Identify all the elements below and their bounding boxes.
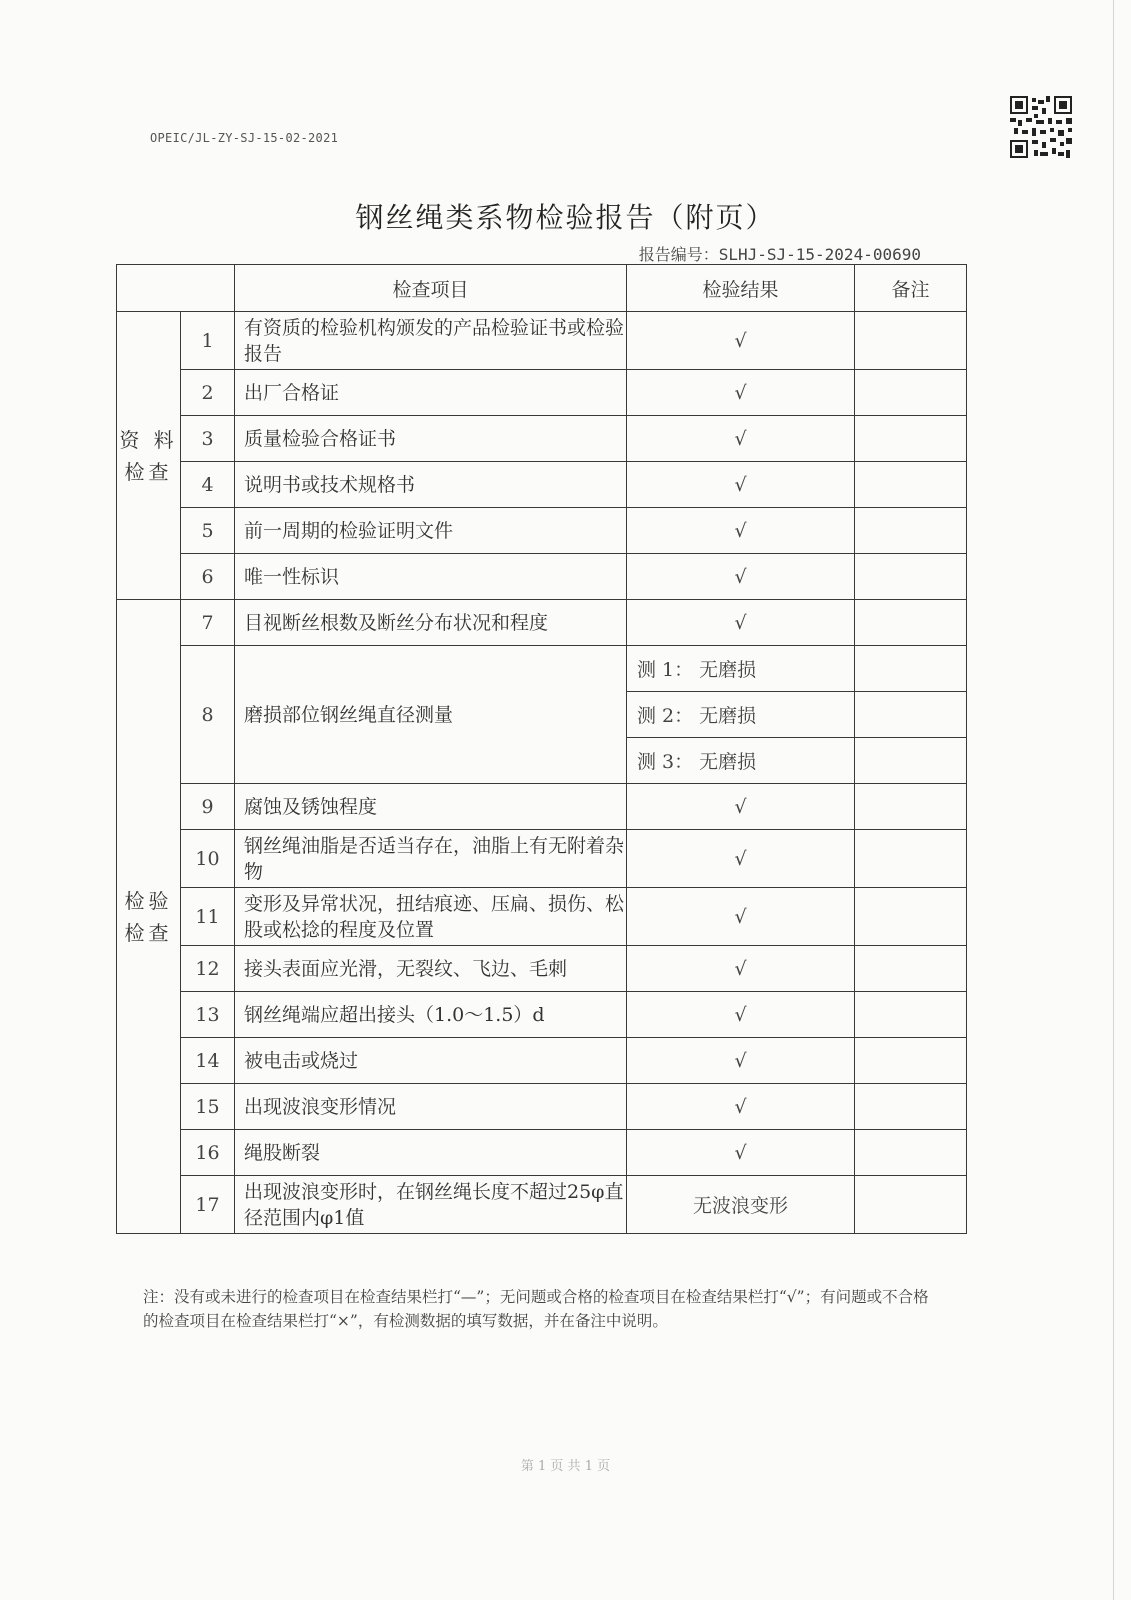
row-number: 11 [181, 888, 235, 946]
table-row [117, 992, 967, 1038]
row-result: √ [627, 1084, 855, 1130]
row-result: √ [627, 992, 855, 1038]
row-result: √ [627, 1038, 855, 1084]
row-item: 钢丝绳端应超出接头（1.0～1.5）d [235, 992, 627, 1038]
row-number: 17 [181, 1176, 235, 1234]
header-item: 检查项目 [235, 265, 627, 312]
table-row [117, 830, 967, 888]
row-number: 1 [181, 312, 235, 370]
row-result: √ [627, 416, 855, 462]
row-remark [855, 370, 967, 416]
row-result: √ [627, 508, 855, 554]
table-row [117, 1038, 967, 1084]
document-code: OPEIC/JL-ZY-SJ-15-02-2021 [150, 131, 339, 145]
row-remark [855, 646, 967, 692]
table-row [117, 462, 967, 508]
row-item: 腐蚀及锈蚀程度 [235, 784, 627, 830]
row-result-measure-3: 测 3： 无磨损 [627, 738, 855, 784]
row-item: 变形及异常状况，扭结痕迹、压扁、损伤、松股或松捻的程度及位置 [235, 888, 627, 946]
row-remark [855, 1176, 967, 1234]
table-row [117, 1176, 967, 1234]
report-number [639, 242, 921, 265]
row-item: 被电击或烧过 [235, 1038, 627, 1084]
row-item: 前一周期的检验证明文件 [235, 508, 627, 554]
report-number-label: 报告编号： [638, 245, 719, 264]
row-result-measure-2: 测 2： 无磨损 [627, 692, 855, 738]
row-number: 3 [181, 416, 235, 462]
row-remark [855, 600, 967, 646]
row-remark [855, 508, 967, 554]
row-result: √ [627, 784, 855, 830]
report-number-value: SLHJ-SJ-15-2024-00690 [718, 245, 921, 264]
row-result: √ [627, 600, 855, 646]
row-result-measure-1: 测 1： 无磨损 [627, 646, 855, 692]
row-item: 有资质的检验机构颁发的产品检验证书或检验报告 [235, 312, 627, 370]
row-result: √ [627, 946, 855, 992]
footnote: 注：没有或未进行的检查项目在检查结果栏打“—”；无问题或合格的检查项目在检查结果栏打“√”；有问题或不合格的检查项目在检查结果栏打“×”，有检测数据的填写数据，并在备注中说明。 [143, 1288, 929, 1330]
table-row [117, 600, 967, 646]
table-row [117, 1130, 967, 1176]
row-item: 钢丝绳油脂是否适当存在，油脂上有无附着杂物 [235, 830, 627, 888]
row-item: 出厂合格证 [235, 370, 627, 416]
row-number: 2 [181, 370, 235, 416]
row-remark [855, 738, 967, 784]
inspection-table [116, 264, 967, 1234]
row-item: 质量检验合格证书 [235, 416, 627, 462]
row-result: √ [627, 830, 855, 888]
row-remark [855, 1130, 967, 1176]
header-remark: 备注 [855, 265, 967, 312]
row-number: 5 [181, 508, 235, 554]
row-remark [855, 830, 967, 888]
row-remark [855, 784, 967, 830]
header-result: 检验结果 [627, 265, 855, 312]
qr-code-icon [1010, 96, 1072, 158]
row-item: 绳股断裂 [235, 1130, 627, 1176]
row-remark [855, 462, 967, 508]
row-item: 说明书或技术规格书 [235, 462, 627, 508]
table-row [117, 646, 967, 692]
row-remark [855, 312, 967, 370]
page-edge-line [1113, 0, 1114, 1600]
row-item: 出现波浪变形时，在钢丝绳长度不超过25φ直径范围内φ1值 [235, 1176, 627, 1234]
row-number: 7 [181, 600, 235, 646]
table-row [117, 1084, 967, 1130]
row-number: 16 [181, 1130, 235, 1176]
row-item: 出现波浪变形情况 [235, 1084, 627, 1130]
row-number: 13 [181, 992, 235, 1038]
row-number: 8 [181, 646, 235, 784]
row-remark [855, 554, 967, 600]
table-row [117, 312, 967, 370]
table-header-row [117, 265, 967, 312]
row-number: 15 [181, 1084, 235, 1130]
row-remark [855, 888, 967, 946]
table-row [117, 416, 967, 462]
row-number: 9 [181, 784, 235, 830]
table-row [117, 508, 967, 554]
row-result: 无波浪变形 [627, 1176, 855, 1234]
row-result: √ [627, 462, 855, 508]
page-title: 钢丝绳类系物检验报告（附页） [355, 201, 776, 234]
group-inspection-check: 检验 检查 [117, 600, 181, 1234]
row-remark [855, 416, 967, 462]
header-blank-cell [117, 265, 235, 312]
row-result: √ [627, 888, 855, 946]
row-result: √ [627, 554, 855, 600]
row-remark [855, 946, 967, 992]
row-number: 10 [181, 830, 235, 888]
row-number: 6 [181, 554, 235, 600]
row-result: √ [627, 370, 855, 416]
row-result: √ [627, 312, 855, 370]
row-number: 12 [181, 946, 235, 992]
row-item: 唯一性标识 [235, 554, 627, 600]
row-remark [855, 992, 967, 1038]
table-row [117, 946, 967, 992]
table-row [117, 888, 967, 946]
page-footer: 第 1 页 共 1 页 [520, 1459, 611, 1474]
row-remark [855, 692, 967, 738]
row-result: √ [627, 1130, 855, 1176]
row-item: 接头表面应光滑，无裂纹、飞边、毛刺 [235, 946, 627, 992]
table-row [117, 370, 967, 416]
row-item: 目视断丝根数及断丝分布状况和程度 [235, 600, 627, 646]
row-remark [855, 1038, 967, 1084]
row-item: 磨损部位钢丝绳直径测量 [235, 646, 627, 784]
row-number: 14 [181, 1038, 235, 1084]
group-document-check: 资 料 检查 [117, 312, 181, 600]
table-row [117, 554, 967, 600]
row-remark [855, 1084, 967, 1130]
row-number: 4 [181, 462, 235, 508]
table-row [117, 784, 967, 830]
